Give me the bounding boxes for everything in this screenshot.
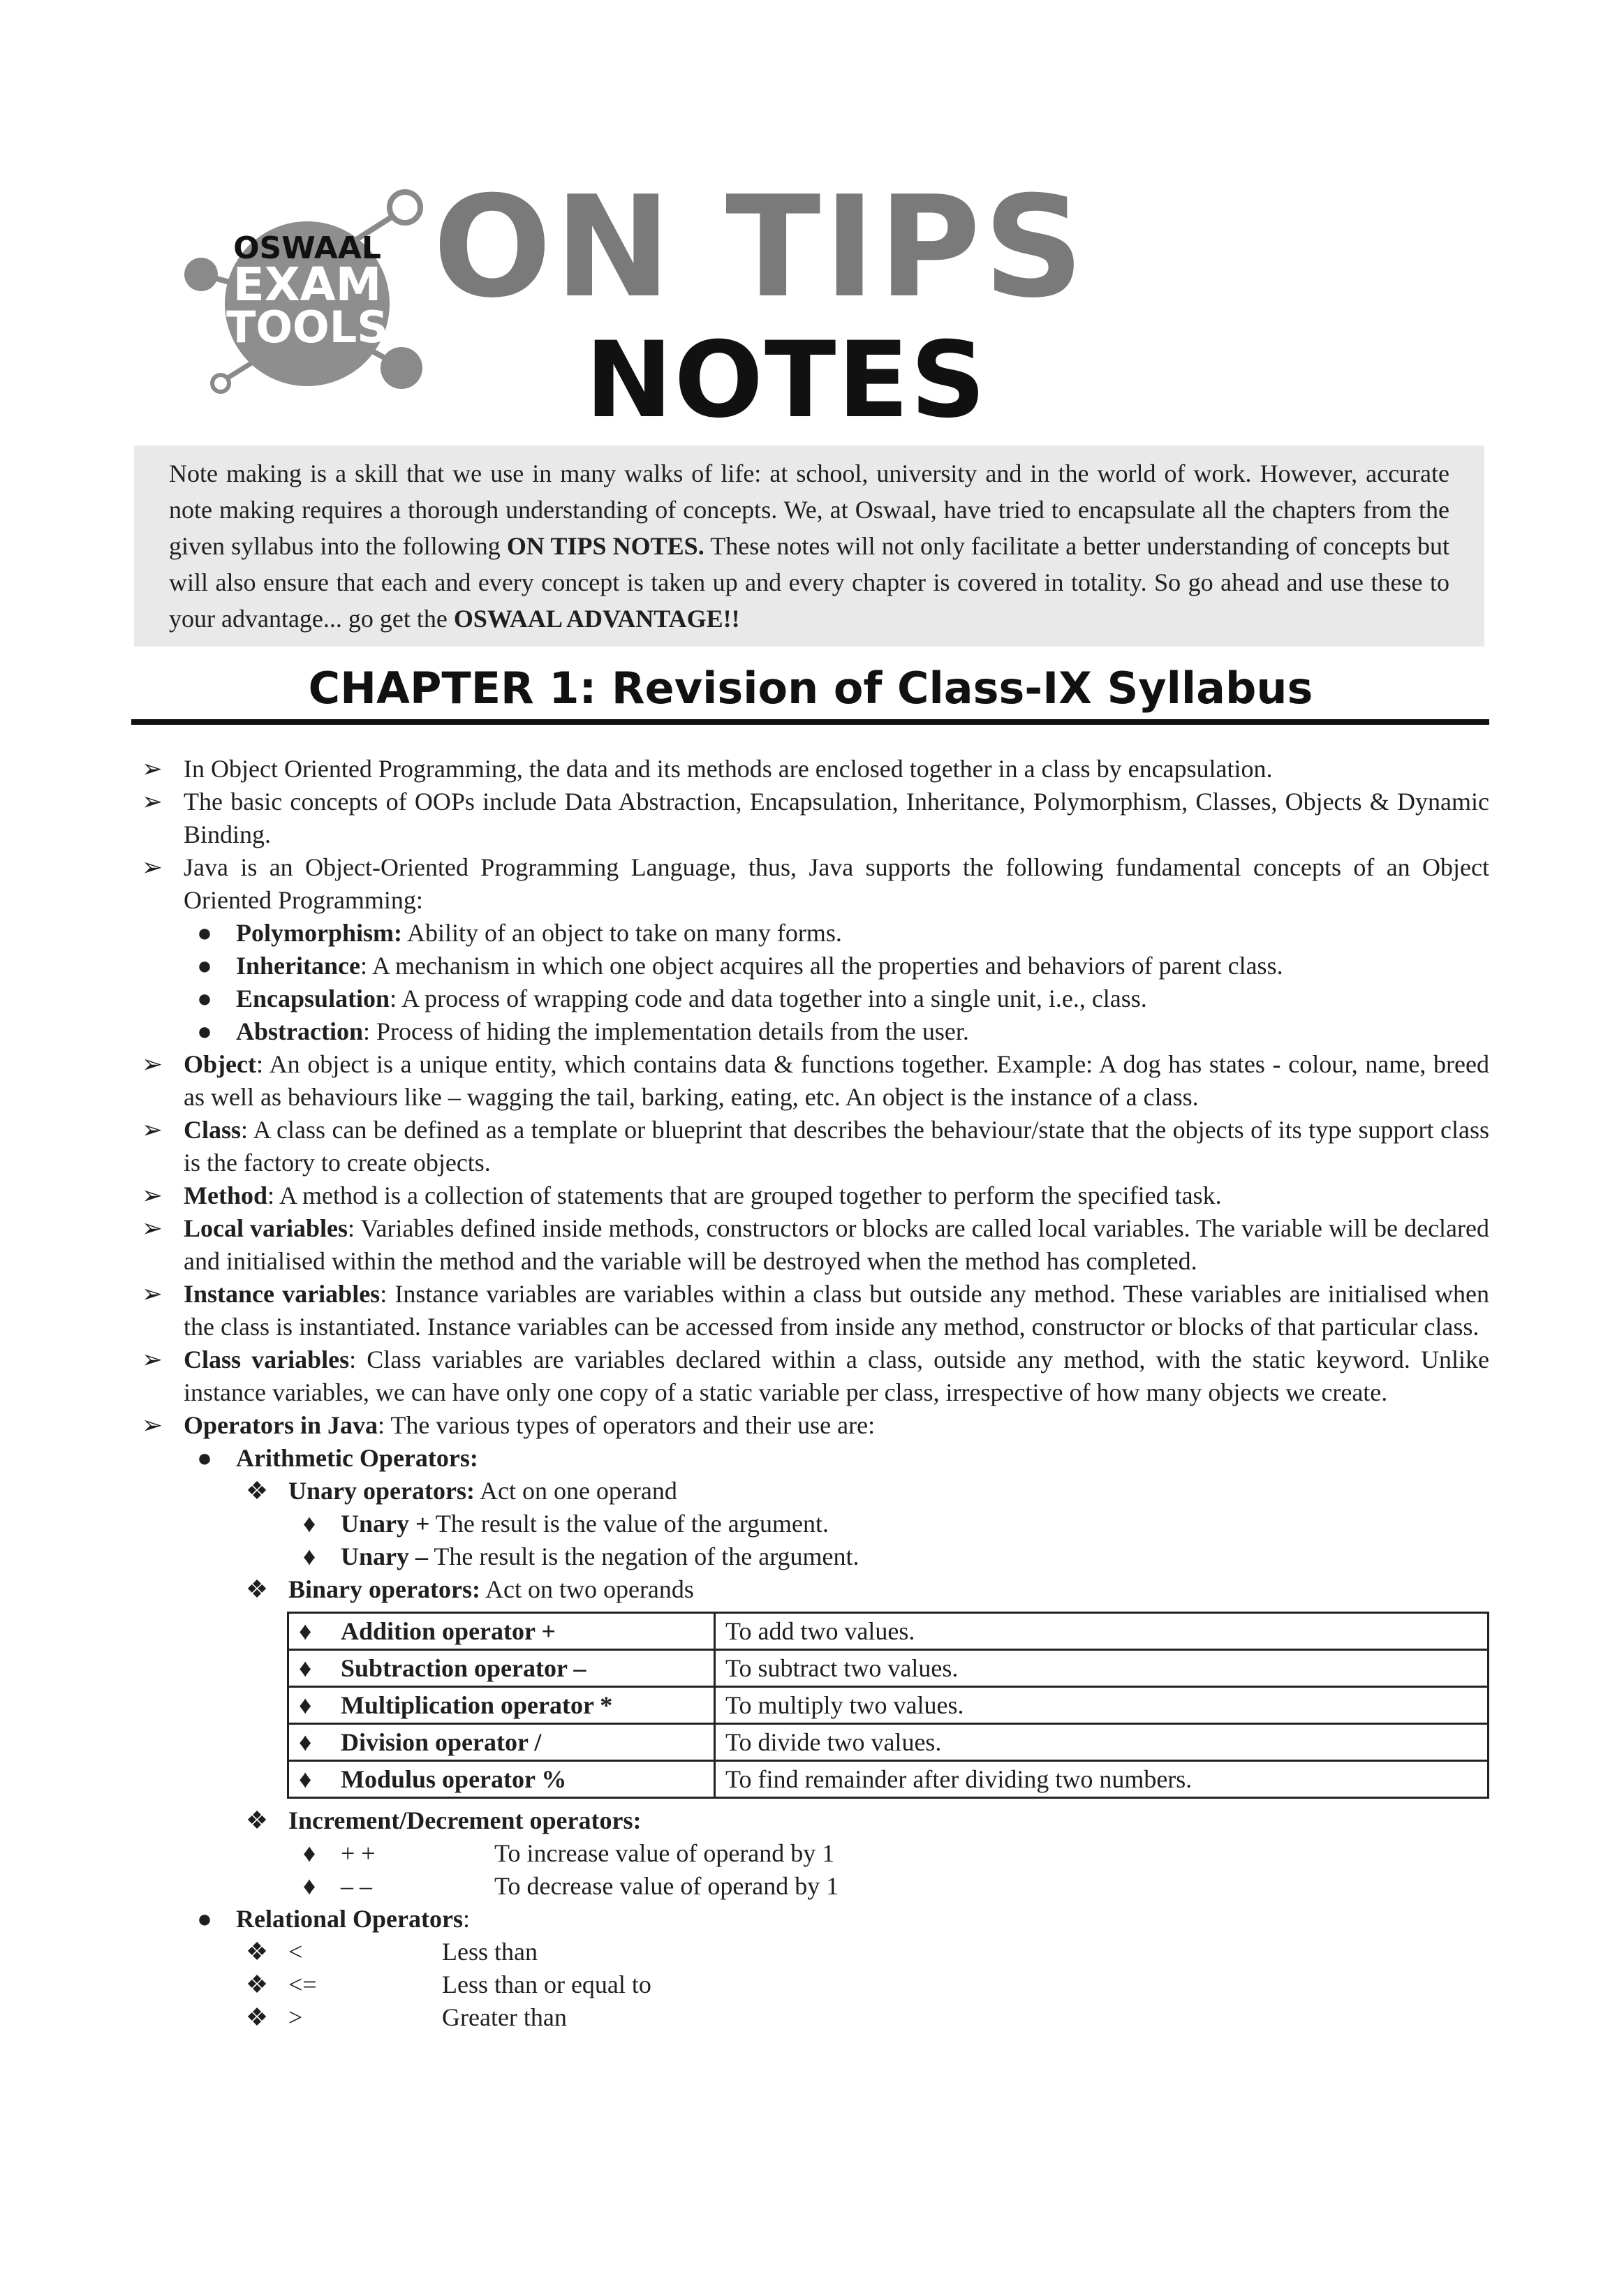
header-title-notes: NOTES	[585, 320, 987, 441]
list-item	[131, 1179, 1489, 1212]
arrow-bullet-icon: ➢	[141, 1411, 163, 1439]
term: Inheritance	[236, 952, 360, 980]
definition: : Class variables are variables declared within a class, outside any method, with the static keyword. Unlike instance variables, we can have only one copy of a static variable per class, irrespective of how many objects we create.	[184, 1346, 1489, 1406]
intro-bold-1: ON TIPS NOTES.	[506, 532, 704, 560]
use-cell: To add two values.	[715, 1613, 1489, 1650]
term: Instance variables	[184, 1280, 381, 1308]
list-item	[131, 786, 1489, 851]
arrow-bullet-icon: ➢	[141, 1116, 163, 1144]
definition: Act on two operands	[480, 1575, 694, 1603]
dot-bullet-icon: ●	[197, 1905, 212, 1933]
list-item	[184, 1903, 1489, 1936]
definition: Act on one operand	[474, 1477, 677, 1505]
list-item	[131, 1278, 1489, 1343]
operator-name: Addition operator +	[341, 1617, 556, 1645]
operator-cell	[288, 1687, 715, 1724]
list-item	[131, 1409, 1489, 1442]
list-item	[131, 851, 1489, 917]
definition: : Instance variables are variables within a class but outside any method. These variables are initialised when the class is instantiated. Instance variables can be accessed from inside any method, constructor or blocks of that particular class.	[184, 1280, 1489, 1341]
list-item	[288, 1837, 1489, 1870]
arrow-bullet-icon: ➢	[141, 1214, 163, 1242]
term: Class	[184, 1116, 242, 1144]
notes-content	[131, 753, 1489, 2034]
intro-text-2: These notes will not only facilitate a better understanding of concepts but will also ensure that each and every concept is taken up and every chapter is covered in totality. So go ahead and use these to your advantage... go get the	[169, 532, 1449, 633]
operator-symbol: <=	[288, 1970, 317, 1998]
definition: The result is the value of the argument.	[429, 1510, 829, 1538]
chapter-rule	[131, 719, 1489, 725]
binary-operators-table	[287, 1612, 1489, 1799]
cross-bullet-icon: ❖	[245, 1477, 269, 1505]
cross-bullet-icon: ❖	[245, 2003, 269, 2031]
operator-name: Modulus operator %	[341, 1765, 567, 1793]
list-item	[131, 1114, 1489, 1179]
arrow-bullet-icon: ➢	[141, 1346, 163, 1373]
point-text: In Object Oriented Programming, the data and its methods are enclosed together in a class by encapsulation.	[184, 755, 1273, 783]
term: Unary +	[341, 1510, 430, 1538]
list-item	[184, 1442, 1489, 1475]
dot-bullet-icon: ●	[197, 919, 212, 947]
arithmetic-heading: Arithmetic Operators:	[236, 1444, 478, 1472]
cross-bullet-icon: ❖	[245, 1806, 269, 1834]
term: Polymorphism:	[236, 919, 402, 947]
definition: : Variables defined inside methods, constructors or blocks are called local variables. The variable will be declared and initialised within the method and the variable will be destroyed when the method has completed.	[184, 1214, 1489, 1275]
operator-cell	[288, 1761, 715, 1798]
definition: Greater than	[442, 2003, 567, 2031]
list-item	[288, 1540, 1489, 1573]
operator-symbol: <	[288, 1938, 303, 1966]
list-item	[236, 1968, 1489, 2001]
use-cell: To divide two values.	[715, 1724, 1489, 1761]
list-item	[236, 2001, 1489, 2034]
diamond-bullet-icon: ♦	[299, 1691, 312, 1719]
definition: To increase value of operand by 1	[494, 1839, 835, 1867]
operator-cell	[288, 1724, 715, 1761]
use-cell: To find remainder after dividing two numbers.	[715, 1761, 1489, 1798]
list-item	[236, 1475, 1489, 1508]
term: Method	[184, 1181, 267, 1209]
table-row	[288, 1687, 1489, 1724]
list-item	[288, 1870, 1489, 1903]
definition: The result is the negation of the argument.	[428, 1542, 859, 1570]
term: Class variables	[184, 1346, 350, 1373]
definition: : A process of wrapping code and data together into a single unit, i.e., class.	[390, 985, 1147, 1012]
definition: : An object is a unique entity, which contains data & functions together. Example: A dog has states - colour, name, breed as well as behaviours like – wagging the tail, barking, eating, etc. An object is the instance of a class.	[184, 1050, 1489, 1111]
term: Unary –	[341, 1542, 428, 1570]
intro-bold-2: OSWAAL ADVANTAGE!!	[453, 605, 740, 633]
term: Increment/Decrement operators:	[288, 1806, 642, 1834]
term: Encapsulation	[236, 985, 390, 1012]
logo-line-exam: EXAM	[232, 258, 382, 311]
intro-paragraph	[134, 445, 1484, 647]
list-item	[236, 1573, 1489, 1606]
colon: :	[462, 1905, 470, 1933]
arrow-bullet-icon: ➢	[141, 788, 163, 816]
diamond-bullet-icon: ♦	[299, 1765, 312, 1793]
operator-symbol: >	[288, 2003, 303, 2031]
dot-bullet-icon: ●	[197, 1017, 212, 1045]
definition: : Process of hiding the implementation details from the user.	[363, 1017, 969, 1045]
list-item	[184, 917, 1489, 950]
dot-bullet-icon: ●	[197, 1444, 212, 1472]
operator-name: Multiplication operator *	[341, 1691, 613, 1719]
dot-bullet-icon: ●	[197, 985, 212, 1012]
intro-text-1: Note making is a skill that we use in many walks of life: at school, university and in the world of work. However, accurate note making requires a thorough understanding of concepts. We, at Oswaal, have tried to encapsulate all the chapters from the given syllabus into the following	[169, 459, 1449, 560]
diamond-bullet-icon: ♦	[302, 1510, 316, 1538]
logo-line-oswaal: OSWAAL	[233, 230, 381, 266]
table-row	[288, 1650, 1489, 1687]
list-item	[131, 1048, 1489, 1114]
point-text: The basic concepts of OOPs include Data Abstraction, Encapsulation, Inheritance, Polymorphism, Classes, Objects & Dynamic Binding.	[184, 788, 1489, 848]
use-cell: To multiply two values.	[715, 1687, 1489, 1724]
list-item	[184, 1015, 1489, 1048]
list-item	[184, 982, 1489, 1015]
term: Object	[184, 1050, 256, 1078]
operator-symbol: + +	[341, 1839, 376, 1867]
arrow-bullet-icon: ➢	[141, 853, 163, 881]
list-item	[131, 753, 1489, 786]
definition: Less than or equal to	[442, 1970, 651, 1998]
definition: : A method is a collection of statements that are grouped together to perform the specified task.	[267, 1181, 1222, 1209]
operator-symbol: – –	[341, 1872, 372, 1900]
cross-bullet-icon: ❖	[245, 1575, 269, 1603]
chapter-title: CHAPTER 1: Revision of Class-IX Syllabus	[308, 663, 1313, 714]
list-item	[131, 1343, 1489, 1409]
term: Local variables	[184, 1214, 348, 1242]
list-item	[131, 1212, 1489, 1278]
use-cell: To subtract two values.	[715, 1650, 1489, 1687]
operator-name: Division operator /	[341, 1728, 542, 1756]
list-item	[236, 1804, 1489, 1837]
diamond-bullet-icon: ♦	[302, 1839, 316, 1867]
term: Operators in Java	[184, 1411, 378, 1439]
definition: Ability of an object to take on many forms.	[402, 919, 842, 947]
term: Abstraction	[236, 1017, 363, 1045]
logo-line-tools: TOOLS	[226, 302, 388, 353]
diamond-bullet-icon: ♦	[302, 1542, 316, 1570]
term: Binary operators:	[288, 1575, 480, 1603]
list-item	[236, 1936, 1489, 1968]
list-item	[184, 950, 1489, 982]
diamond-bullet-icon: ♦	[299, 1654, 312, 1682]
definition: : The various types of operators and their use are:	[377, 1411, 876, 1439]
operator-cell	[288, 1613, 715, 1650]
arrow-bullet-icon: ➢	[141, 1280, 163, 1308]
operator-cell	[288, 1650, 715, 1687]
arrow-bullet-icon: ➢	[141, 1050, 163, 1078]
table-row	[288, 1761, 1489, 1798]
diamond-bullet-icon: ♦	[299, 1728, 312, 1756]
cross-bullet-icon: ❖	[245, 1938, 269, 1966]
table-row	[288, 1613, 1489, 1650]
oswaal-exam-tools-logo	[175, 185, 440, 422]
definition: To decrease value of operand by 1	[494, 1872, 839, 1900]
arrow-bullet-icon: ➢	[141, 1181, 163, 1209]
operator-name: Subtraction operator –	[341, 1654, 586, 1682]
definition: : A class can be defined as a template or blueprint that describes the behaviour/state that the objects of its type support class is the factory to create objects.	[184, 1116, 1489, 1177]
dot-bullet-icon: ●	[197, 952, 212, 980]
definition: : A mechanism in which one object acquires all the properties and behaviors of parent class.	[360, 952, 1283, 980]
table-row	[288, 1724, 1489, 1761]
list-item	[288, 1508, 1489, 1540]
arrow-bullet-icon: ➢	[141, 755, 163, 783]
relational-heading: Relational Operators	[236, 1905, 463, 1933]
diamond-bullet-icon: ♦	[299, 1617, 312, 1645]
definition: Less than	[442, 1938, 538, 1966]
diamond-bullet-icon: ♦	[302, 1872, 316, 1900]
cross-bullet-icon: ❖	[245, 1970, 269, 1998]
header-title-ontips: ON TIPS	[433, 166, 1087, 329]
term: Unary operators:	[288, 1477, 475, 1505]
point-text: Java is an Object-Oriented Programming Language, thus, Java supports the following fundamental concepts of an Object Oriented Programming:	[184, 853, 1489, 914]
